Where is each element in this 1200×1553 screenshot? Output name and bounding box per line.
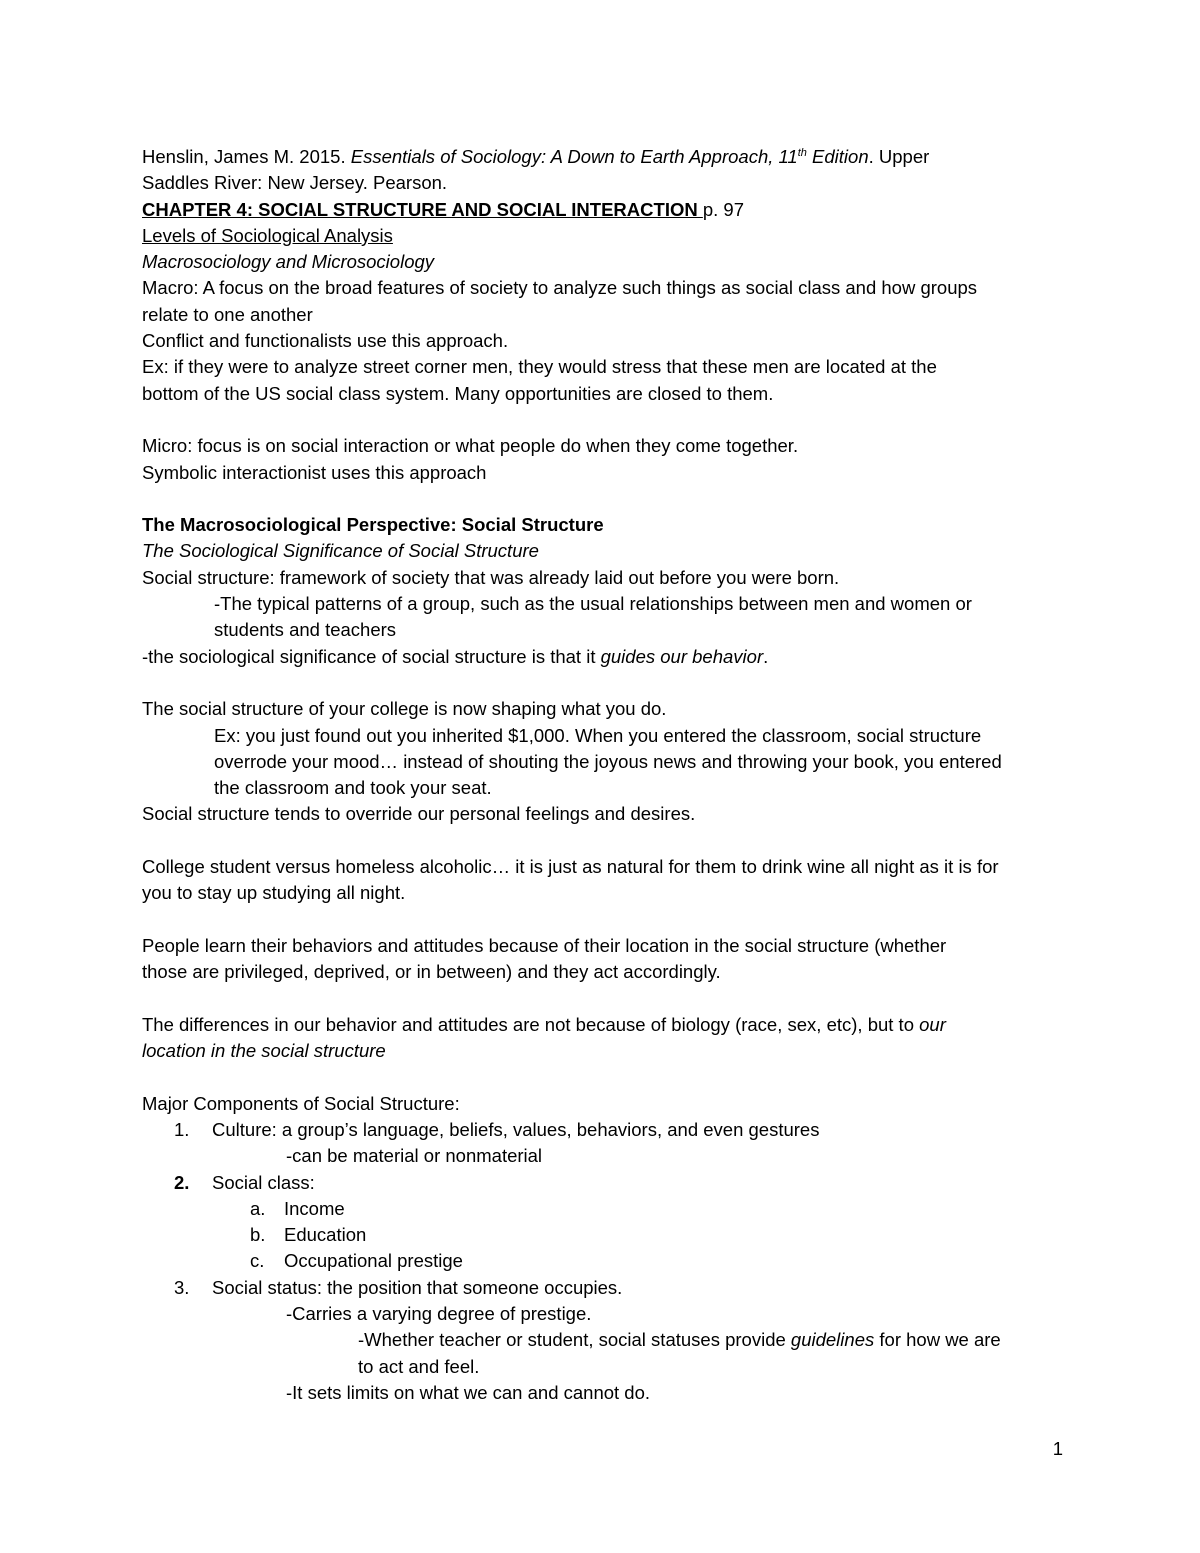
list-letter: a.: [250, 1197, 266, 1219]
guidelines-pre: -Whether teacher or student, social statuses provide: [358, 1329, 791, 1351]
document-body: [142, 144, 1072, 1406]
citation-author-year: Henslin, James M. 2015.: [142, 146, 351, 167]
macro-example-line-1: Ex: if they were to analyze street corner men, they would stress that these men are located at the: [142, 356, 937, 378]
list-number: 1.: [174, 1118, 190, 1140]
list-item: [142, 1117, 1072, 1143]
list-item: [142, 1275, 1072, 1301]
list-subitem: [142, 1196, 1072, 1222]
spacer: [142, 407, 1072, 433]
citation-publisher-1: . Upper: [868, 146, 930, 167]
list-letter: b.: [250, 1224, 266, 1246]
versus-line-2: you to stay up studying all night.: [142, 882, 406, 904]
differences-line-1: [142, 1012, 1072, 1038]
override-line: Social structure tends to override our personal feelings and desires.: [142, 803, 696, 825]
spacer: [142, 907, 1072, 933]
citation-title-end: Edition: [806, 146, 869, 167]
list-letter: c.: [250, 1250, 265, 1272]
macro-perspective-subheading: The Sociological Significance of Social Structure: [142, 540, 539, 562]
learn-line-1: People learn their behaviors and attitudes because of their location in the social structure (whether: [142, 934, 947, 956]
citation-title: [351, 146, 869, 167]
list-text: Culture: a group’s language, beliefs, values, behaviors, and even gestures: [212, 1118, 820, 1140]
list-text: Social class:: [212, 1171, 315, 1193]
differences-line-2: location in the social structure: [142, 1040, 386, 1062]
chapter-heading-line: [142, 197, 1072, 223]
spacer: [142, 986, 1072, 1012]
college-shaping-line: The social structure of your college is now shaping what you do.: [142, 698, 667, 720]
chapter-page-ref: p. 97: [702, 198, 745, 220]
list-subline: to act and feel.: [358, 1355, 480, 1377]
page-number: 1: [1052, 1438, 1063, 1459]
versus-line-1: College student versus homeless alcoholic… it is just as natural for them to drink wine all night as it is for: [142, 856, 999, 878]
list-subtext: Occupational prestige: [284, 1250, 463, 1272]
list-item: [142, 1170, 1072, 1196]
list-number: 3.: [174, 1276, 190, 1298]
list-subitem: [142, 1222, 1072, 1248]
components-heading: Major Components of Social Structure:: [142, 1092, 460, 1114]
levels-subheading: Macrosociology and Microsociology: [142, 251, 435, 273]
significance-pre: -the sociological significance of social structure is that it: [142, 645, 601, 667]
symbolic-line: Symbolic interactionist uses this approach: [142, 461, 487, 483]
list-text: Social status: the position that someone occupies.: [212, 1276, 623, 1298]
list-subline: -It sets limits on what we can and cannot do.: [286, 1381, 651, 1403]
levels-heading: Levels of Sociological Analysis: [142, 224, 393, 246]
citation-line-2: Saddles River: New Jersey. Pearson.: [142, 172, 448, 194]
chapter-heading: CHAPTER 4: SOCIAL STRUCTURE AND SOCIAL INTERACTION: [142, 198, 703, 220]
list-subline: -Carries a varying degree of prestige.: [286, 1303, 592, 1325]
social-structure-definition: Social structure: framework of society that was already laid out before you were born.: [142, 566, 840, 588]
learn-line-2: those are privileged, deprived, or in between) and they act accordingly.: [142, 961, 721, 983]
typical-patterns-line-2: students and teachers: [214, 619, 397, 641]
college-example-line-1: Ex: you just found out you inherited $1,000. When you entered the classroom, social structure: [214, 724, 982, 746]
citation-title-sup: th: [797, 147, 807, 159]
list-subline: [142, 1327, 1072, 1353]
significance-line: [142, 644, 1072, 670]
macro-perspective-heading: The Macrosociological Perspective: Social Structure: [142, 514, 604, 536]
macro-line-1: Macro: A focus on the broad features of society to analyze such things as social class and how groups: [142, 277, 978, 299]
list-subitem: [142, 1248, 1072, 1274]
spacer: [142, 670, 1072, 696]
micro-line: Micro: focus is on social interaction or what people do when they come together.: [142, 435, 799, 457]
typical-patterns-line-1: -The typical patterns of a group, such as the usual relationships between men and women or: [214, 593, 972, 615]
macro-example-line-2: bottom of the US social class system. Many opportunities are closed to them.: [142, 382, 774, 404]
macro-line-2: relate to one another: [142, 303, 313, 325]
college-example-line-3: the classroom and took your seat.: [214, 777, 492, 799]
guidelines-end: for how we are: [874, 1329, 1001, 1351]
list-subline: -can be material or nonmaterial: [286, 1145, 543, 1167]
differences-italic-1: our: [919, 1013, 946, 1035]
spacer: [142, 486, 1072, 512]
conflict-line: Conflict and functionalists use this approach.: [142, 330, 509, 352]
guidelines-italic: guidelines: [790, 1329, 875, 1351]
college-example-line-2: overrode your mood… instead of shouting the joyous news and throwing your book, you entered: [214, 750, 1002, 772]
spacer: [142, 828, 1072, 854]
citation-title-main: Essentials of Sociology: A Down to Earth Approach, 11: [350, 146, 798, 167]
spacer: [142, 1064, 1072, 1090]
significance-italic: guides our behavior: [600, 645, 764, 667]
list-subtext: Income: [284, 1197, 345, 1219]
list-number: 2.: [174, 1171, 190, 1193]
list-subtext: Education: [284, 1224, 367, 1246]
significance-end: .: [763, 645, 769, 667]
citation-line-1: [142, 144, 1072, 170]
differences-pre: The differences in our behavior and attitudes are not because of biology (race, sex, etc), but to: [142, 1013, 920, 1035]
